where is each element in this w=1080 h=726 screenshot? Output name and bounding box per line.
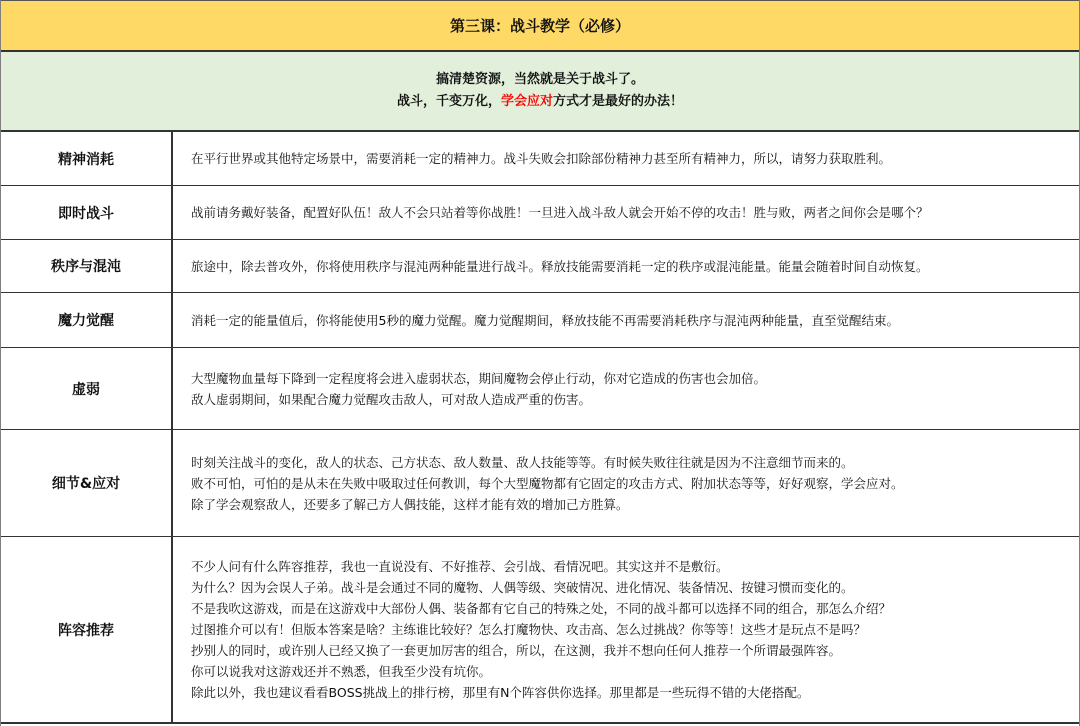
- description-line: 抄别人的同时，或许别人已经又换了一套更加厉害的组合，所以，在这测，我并不想向任何人推荐一个所谓最强阵容。: [191, 643, 842, 658]
- row-description: [173, 348, 1079, 429]
- table-row: [1, 348, 1079, 430]
- description-line: 除了学会观察敌人，还要多了解己方人偶技能，这样才能有效的增加己方胜算。: [191, 496, 629, 512]
- table-row: [1, 186, 1079, 240]
- intro-line-2-suffix: 方式才是最好的办法！: [553, 94, 684, 109]
- row-label: 虚弱: [1, 348, 173, 429]
- intro-line-2-prefix: 战斗，千变万化，: [396, 94, 501, 109]
- description-line: 消耗一定的能量值后，你将能使用5秒的魔力觉醒。魔力觉醒期间，释放技能不再需要消耗秩序与混沌两种能量，直至觉醒结束。: [191, 312, 899, 328]
- description-line: 时刻关注战斗的变化，敌人的状态、己方状态、敌人数量、敌人技能等等。有时候失败往往就是因为不注意细节而来的。: [191, 454, 854, 470]
- row-label: 阵容推荐: [1, 537, 173, 722]
- description-line: 战前请务戴好装备，配置好队伍！敌人不会只站着等你战胜！一旦进入战斗敌人就会开始不停的攻击！胜与败，两者之间你会是哪个？: [191, 205, 929, 220]
- description-line: 不是我吹这游戏，而是在这游戏中大部份人偶、装备都有它自己的特殊之处，不同的战斗都可以选择不同的组合，那怎么介绍？: [191, 601, 892, 616]
- table-row: [1, 132, 1079, 186]
- intro-banner: [1, 52, 1079, 132]
- row-label: 秩序与混沌: [1, 240, 173, 292]
- description-line: 过图推介可以有！但版本答案是啥？主练谁比较好？怎么打魔物快、攻击高、怎么过挑战？你等等！这些才是玩点不是吗？: [191, 622, 867, 637]
- description-line: 败不可怕，可怕的是从未在失败中吸取过任何教训，每个大型魔物都有它固定的攻击方式、附加状态等等，好好观察，学会应对。: [191, 475, 904, 491]
- description-line: 敌人虚弱期间，如果配合魔力觉醒攻击敌人，可对敌人造成严重的伤害。: [191, 391, 592, 407]
- intro-highlight: 学会应对: [500, 94, 553, 109]
- intro-line-1: 搞清楚资源，当然就是关于战斗了。: [435, 72, 644, 87]
- row-description: [173, 537, 1079, 722]
- description-line: 你可以说我对这游戏还并不熟悉，但我至少没有坑你。: [191, 664, 492, 679]
- table-row: [1, 537, 1079, 724]
- row-label: 即时战斗: [1, 186, 173, 239]
- row-label: 精神消耗: [1, 132, 173, 185]
- description-line: 为什么？因为会误人子弟。战斗是会通过不同的魔物、人偶等级、突破情况、进化情况、装备情况、按键习惯而变化的。: [191, 580, 854, 595]
- row-label: 魔力觉醒: [1, 293, 173, 347]
- table-row: [1, 430, 1079, 537]
- table-row: [1, 293, 1079, 348]
- row-description: [173, 430, 1079, 536]
- intro-line-2: [397, 91, 683, 113]
- row-description: [173, 293, 1079, 347]
- description-line: 不少人问有什么阵容推荐，我也一直说没有、不好推荐、会引战、看情况吧。其实这并不是敷衍。: [191, 559, 729, 574]
- description-line: 大型魔物血量每下降到一定程度将会进入虚弱状态，期间魔物会停止行动，你对它造成的伤害也会加倍。: [191, 370, 767, 386]
- row-label: 细节&应对: [1, 430, 173, 536]
- table-row: [1, 240, 1079, 293]
- row-description: [173, 132, 1079, 185]
- description-line: 除此以外，我也建议看看BOSS挑战上的排行榜，那里有N个阵容供你选择。那里都是一些玩得不错的大佬搭配。: [191, 685, 810, 700]
- description-line: 旅途中，除去普攻外，你将使用秩序与混沌两种能量进行战斗。释放技能需要消耗一定的秩序或混沌能量。能量会随着时间自动恢复。: [191, 258, 929, 274]
- page-title: 第三课：战斗教学（必修）: [1, 0, 1079, 52]
- row-description: [173, 240, 1079, 292]
- description-line: 在平行世界或其他特定场景中，需要消耗一定的精神力。战斗失败会扣除部份精神力甚至所有精神力，所以，请努力获取胜利。: [191, 151, 892, 166]
- row-description: [173, 186, 1079, 239]
